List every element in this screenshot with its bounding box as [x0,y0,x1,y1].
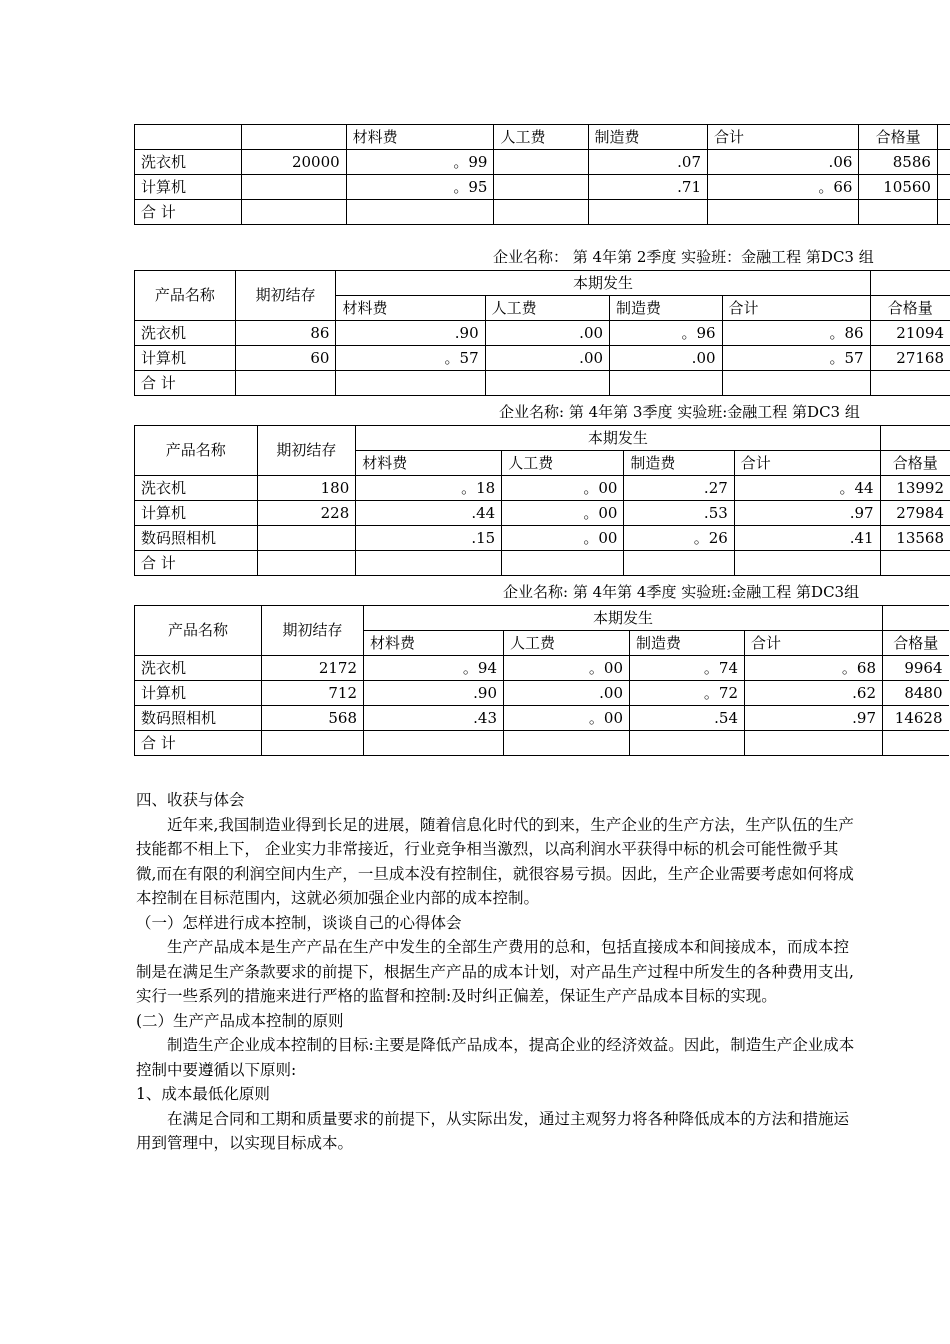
header-cell [241,125,346,150]
empty-cell [504,731,630,756]
header-manufacturing: 制造费 [630,631,745,656]
table-total-row [135,731,949,756]
header-total: 合计 [734,451,880,476]
header-manufacturing: 制造费 [588,125,707,150]
manufacturing-cost: .53 [624,501,734,526]
total-cost: 。44 [734,476,880,501]
header-qualified: 合格量 [859,125,938,150]
material-cost: 。95 [346,175,494,200]
table-total-row [135,371,950,396]
empty-cell [494,200,588,225]
empty-cell [364,731,504,756]
subheading: 1、成本最低化原则 [136,1085,270,1103]
product-name: 计算机 [135,346,236,371]
paragraph: 近年来,我国制造业得到长足的进展，随着信息化时代的到来，生产企业的生产方法，生产队伍的生产技能都不相上下， 企业实力非常接近，行业竞争相当激烈，以高利润水平获得中标的机会可能性微乎其微,而在有限的利润空间内生产，一旦成本没有控制住，就很容易亏损。因此，生产企业需要考虑如何将成本控制在目标范围内，这就必须加强企业内部的成本控制。 [136,815,854,907]
header-qualified: 合格量 [870,296,950,321]
header-labor: 人工费 [485,296,609,321]
qualified-qty: 14628 [883,706,949,731]
material-cost: .43 [364,706,504,731]
total-cost: .97 [734,501,880,526]
opening-stock [241,175,346,200]
table3-block [134,425,950,576]
product-name: 计算机 [135,175,242,200]
table3 [134,425,950,576]
table4 [134,605,949,756]
table3-caption: 企业名称: 第 4年第 3季度 实验班:金融工程 第DC3 组 [499,403,860,421]
edge-cell [937,125,950,150]
total-label: 合 计 [135,371,236,396]
empty-cell [870,371,950,396]
subheading: （一）怎样进行成本控制，谈谈自己的心得体会 [136,913,462,932]
table2-block [134,270,950,396]
table-total-row [135,551,950,576]
header-labor: 人工费 [494,125,588,150]
empty-cell [346,200,494,225]
header-product: 产品名称 [135,426,258,476]
header-group: 本期发生 [336,271,870,296]
header-total: 合计 [708,125,859,150]
empty-cell [630,731,745,756]
total-cost: .62 [745,681,883,706]
opening-stock: 228 [257,501,356,526]
qualified-qty: 27168 [870,346,950,371]
paragraph: 生产产品成本是生产产品在生产中发生的全部生产费用的总和，包括直接成本和间接成本，而成本控制是在满足生产条款要求的前提下，根据生产产品的成本计划，对产品生产过程中所发生的各种费用支出,实行一些系列的措施来进行严格的监督和控制:及时纠正偏差，保证生产产品成本目标的实现。 [136,938,854,1005]
table-header-row [135,606,949,631]
opening-stock: 2172 [262,656,364,681]
total-label: 合 计 [135,731,262,756]
empty-cell [485,371,609,396]
labor-cost [494,175,588,200]
header-cell [135,125,242,150]
total-label: 合 计 [135,551,258,576]
total-cost: .41 [734,526,880,551]
material-cost: .44 [356,501,502,526]
edge-cell [880,426,950,451]
total-cost: .97 [745,706,883,731]
table-header-row [135,426,950,451]
header-group: 本期发生 [356,426,880,451]
header-total: 合计 [722,296,870,321]
empty-cell [257,551,356,576]
empty-cell [880,551,950,576]
product-name: 计算机 [135,681,262,706]
header-material: 材料费 [336,296,485,321]
labor-cost: 。00 [502,501,624,526]
empty-cell [708,200,859,225]
total-cost: .06 [708,150,859,175]
product-name: 洗衣机 [135,321,236,346]
paragraph: 在满足合同和工期和质量要求的前提下，从实际出发，通过主观努力将各种降低成本的方法和措施运用到管理中，以实现目标成本。 [136,1109,850,1152]
opening-stock [257,526,356,551]
manufacturing-cost: 。26 [624,526,734,551]
manufacturing-cost: .71 [588,175,707,200]
material-cost: 。94 [364,656,504,681]
table-row [135,706,949,731]
empty-cell [722,371,870,396]
header-manufacturing: 制造费 [624,451,734,476]
edge-cell [870,271,950,296]
product-name: 数码照相机 [135,706,262,731]
qualified-qty: 27984 [880,501,950,526]
empty-cell [502,551,624,576]
subheading: (二）生产产品成本控制的原则 [136,1011,344,1030]
table-total-row [135,200,950,225]
product-name: 洗衣机 [135,476,258,501]
section-heading: 四、收获与体会 [136,791,245,809]
header-labor: 人工费 [504,631,630,656]
qualified-qty: 10560 [859,175,938,200]
table-row [135,175,950,200]
table-row [135,150,950,175]
opening-stock: 568 [262,706,364,731]
table2 [134,270,950,396]
product-name: 洗衣机 [135,656,262,681]
opening-stock: 180 [257,476,356,501]
total-cost: 。66 [708,175,859,200]
table2-caption: 企业名称： 第 4年第 2季度 实验班：金融工程 第DC3 组 [493,248,874,266]
edge-cell [883,606,949,631]
labor-cost: .00 [504,681,630,706]
empty-cell [241,200,346,225]
header-qualified: 合格量 [883,631,949,656]
table-header-row [135,271,950,296]
material-cost: 。99 [346,150,494,175]
opening-stock: 86 [235,321,336,346]
manufacturing-cost: 。74 [630,656,745,681]
table-header-row [135,125,950,150]
header-material: 材料费 [346,125,494,150]
empty-cell [610,371,723,396]
table1 [134,124,950,225]
manufacturing-cost: .54 [630,706,745,731]
header-product: 产品名称 [135,606,262,656]
empty-cell [588,200,707,225]
table1-block [134,124,950,225]
table-row [135,321,950,346]
labor-cost: .00 [485,321,609,346]
total-cost: 。86 [722,321,870,346]
qualified-qty: 13992 [880,476,950,501]
opening-stock: 60 [235,346,336,371]
header-material: 材料费 [356,451,502,476]
qualified-qty: 8586 [859,150,938,175]
empty-cell [883,731,949,756]
product-name: 计算机 [135,501,258,526]
manufacturing-cost: .27 [624,476,734,501]
opening-stock: 20000 [241,150,346,175]
header-product: 产品名称 [135,271,236,321]
header-opening: 期初结存 [262,606,364,656]
empty-cell [734,551,880,576]
table-row [135,501,950,526]
empty-cell [859,200,938,225]
header-total: 合计 [745,631,883,656]
material-cost: .90 [364,681,504,706]
total-cost: 。68 [745,656,883,681]
paragraph: 制造生产企业成本控制的目标:主要是降低产品成本，提高企业的经济效益。因此，制造生产企业成本控制中要遵循以下原则: [136,1036,855,1079]
table4-block [134,605,949,756]
labor-cost: .00 [485,346,609,371]
edge-cell [937,200,950,225]
header-manufacturing: 制造费 [610,296,723,321]
header-opening: 期初结存 [257,426,356,476]
empty-cell [624,551,734,576]
manufacturing-cost: 。72 [630,681,745,706]
section4-body [136,788,856,1156]
opening-stock: 712 [262,681,364,706]
product-name: 数码照相机 [135,526,258,551]
qualified-qty: 21094 [870,321,950,346]
header-qualified: 合格量 [880,451,950,476]
edge-cell [937,175,950,200]
edge-cell [937,150,950,175]
labor-cost: 。00 [502,476,624,501]
total-cost: 。57 [722,346,870,371]
material-cost: 。57 [336,346,485,371]
header-group: 本期发生 [364,606,883,631]
manufacturing-cost: 。96 [610,321,723,346]
product-name: 洗衣机 [135,150,242,175]
table4-caption: 企业名称: 第 4年第 4季度 实验班:金融工程 第DC3组 [503,583,860,601]
labor-cost [494,150,588,175]
qualified-qty: 8480 [883,681,949,706]
empty-cell [262,731,364,756]
empty-cell [235,371,336,396]
empty-cell [336,371,485,396]
labor-cost: 。00 [504,706,630,731]
header-material: 材料费 [364,631,504,656]
qualified-qty: 9964 [883,656,949,681]
total-label: 合 计 [135,200,242,225]
header-opening: 期初结存 [235,271,336,321]
material-cost: 。18 [356,476,502,501]
manufacturing-cost: .07 [588,150,707,175]
qualified-qty: 13568 [880,526,950,551]
material-cost: .90 [336,321,485,346]
table-row [135,346,950,371]
header-labor: 人工费 [502,451,624,476]
empty-cell [356,551,502,576]
table-row [135,681,949,706]
labor-cost: 。00 [502,526,624,551]
empty-cell [745,731,883,756]
manufacturing-cost: .00 [610,346,723,371]
table-row [135,476,950,501]
labor-cost: 。00 [504,656,630,681]
table-row [135,526,950,551]
table-row [135,656,949,681]
material-cost: .15 [356,526,502,551]
